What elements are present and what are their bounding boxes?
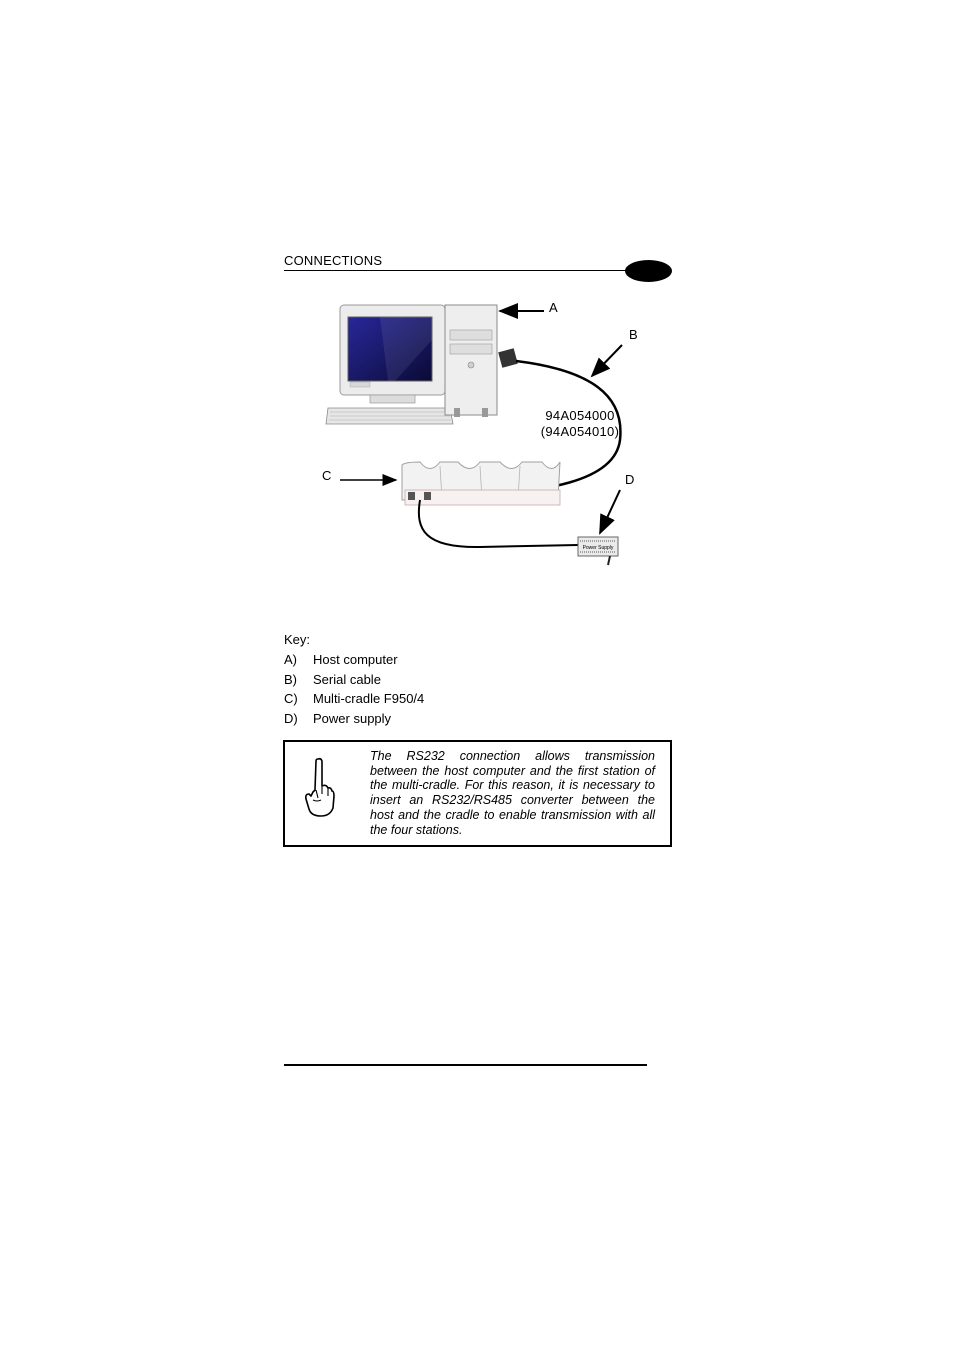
power-supply	[578, 537, 618, 565]
key-letter: A)	[284, 652, 297, 667]
host-computer	[326, 305, 518, 424]
label-b: B	[629, 327, 638, 342]
cable-part-number-primary: 94A054000	[545, 408, 615, 423]
key-list	[284, 652, 424, 730]
arrow-b	[592, 345, 622, 376]
power-cable	[419, 500, 578, 547]
label-c: C	[322, 468, 332, 483]
connection-diagram	[290, 290, 670, 580]
key-letter: D)	[284, 710, 298, 726]
key-item	[284, 672, 424, 692]
arrow-d	[600, 490, 620, 533]
key-label: Host computer	[313, 652, 398, 667]
key-letter: B)	[284, 671, 297, 687]
section-title: CONNECTIONS	[284, 253, 383, 268]
cable-part-number-alt: (94A054010)	[540, 424, 620, 439]
cable-part-number	[540, 408, 620, 440]
key-label: Power supply	[313, 710, 392, 726]
label-a: A	[549, 300, 558, 315]
footer-rule	[284, 1064, 647, 1066]
note-box	[283, 740, 672, 847]
key-label: Serial cable	[313, 671, 381, 687]
header-rule	[284, 270, 636, 271]
key-label: Multi-cradle F950/4	[313, 691, 425, 706]
power-supply-label: Power Supply	[582, 545, 614, 551]
key-item	[284, 711, 424, 731]
key-item	[284, 652, 424, 672]
key-letter: C)	[284, 691, 298, 706]
page-tab-marker	[625, 260, 672, 282]
key-item	[284, 691, 424, 711]
note-text: The RS232 connection allows transmission between the host computer and the first station of the multi-cradle. For this reason, it is necessary to insert an RS232/RS485 converter between the host and the cradle to enable transmission with all the four stations.	[370, 749, 655, 837]
multi-cradle	[402, 462, 560, 505]
label-d: D	[625, 472, 635, 487]
pointing-hand-icon	[303, 756, 335, 818]
key-title: Key:	[284, 632, 311, 647]
